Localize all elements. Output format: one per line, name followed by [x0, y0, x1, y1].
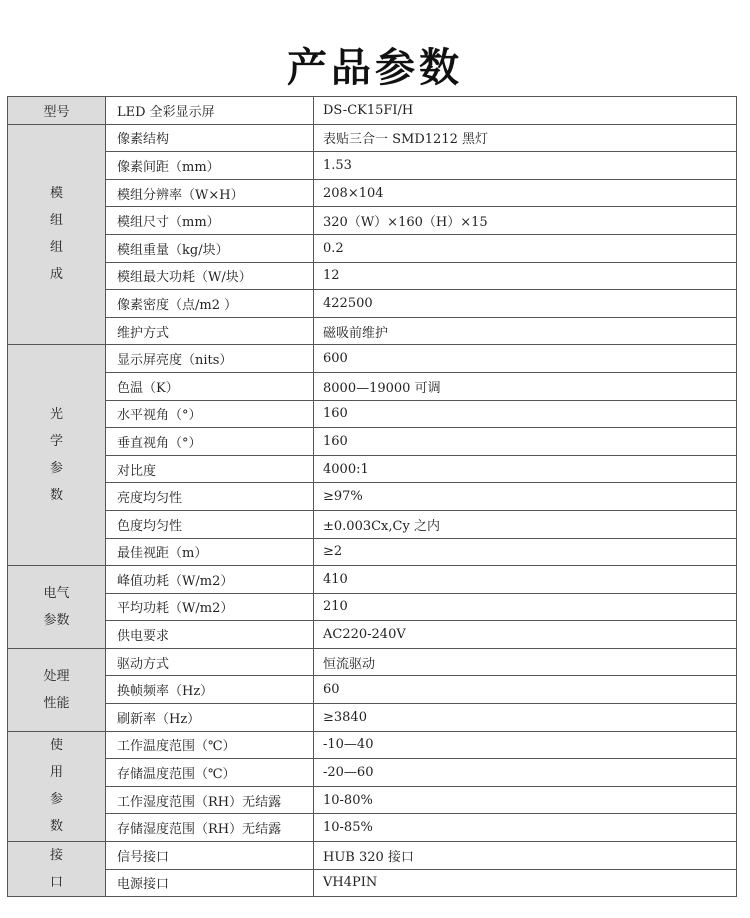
param-value: 磁吸前维护 [314, 317, 737, 345]
param-name: 模组最大功耗（W/块） [106, 262, 314, 290]
param-name: 驱动方式 [106, 648, 314, 676]
table-row [8, 566, 737, 594]
table-row [8, 842, 737, 870]
category-label: 使 用 参 数 [49, 738, 63, 835]
param-value: 410 [314, 566, 737, 594]
param-value: 10-80% [314, 786, 737, 814]
table-row [8, 400, 737, 428]
param-value: 600 [314, 345, 737, 373]
table-row [8, 759, 737, 787]
param-name: 像素密度（点/m2 ） [106, 290, 314, 318]
param-value: 4000:1 [314, 455, 737, 483]
table-row [8, 290, 737, 318]
table-row [8, 869, 737, 897]
param-name: 维护方式 [106, 317, 314, 345]
table-row [8, 731, 737, 759]
param-value: VH4PIN [314, 869, 737, 897]
param-value: 1.53 [314, 152, 737, 180]
param-name: 供电要求 [106, 621, 314, 649]
header-category: 型号 [8, 97, 106, 125]
table-row [8, 814, 737, 842]
category-cell [8, 124, 106, 345]
param-name: 存储湿度范围（RH）无结露 [106, 814, 314, 842]
param-value: 160 [314, 400, 737, 428]
param-value: 320（W）×160（H）×15 [314, 207, 737, 235]
table-row [8, 538, 737, 566]
param-name: 色温（K） [106, 372, 314, 400]
param-value: 12 [314, 262, 737, 290]
param-value: AC220-240V [314, 621, 737, 649]
table-row [8, 345, 737, 373]
category-label: 接 口 [49, 848, 63, 891]
param-value: 210 [314, 593, 737, 621]
table-row [8, 455, 737, 483]
table-row [8, 124, 737, 152]
param-value: ±0.003Cx,Cy 之内 [314, 510, 737, 538]
param-name: 平均功耗（W/m2） [106, 593, 314, 621]
table-row [8, 179, 737, 207]
param-value: ≥97% [314, 483, 737, 511]
param-value: 422500 [314, 290, 737, 318]
param-value: -20—60 [314, 759, 737, 787]
table-row [8, 648, 737, 676]
table-row [8, 676, 737, 704]
category-label: 模 组 组 成 [49, 186, 63, 283]
param-value: 160 [314, 428, 737, 456]
category-cell [8, 566, 106, 649]
table-row [8, 207, 737, 235]
param-name: 显示屏亮度（nits） [106, 345, 314, 373]
header-name: LED 全彩显示屏 [106, 97, 314, 125]
param-name: 最佳视距（m） [106, 538, 314, 566]
category-cell [8, 842, 106, 897]
page-title: 产品参数 [287, 45, 463, 91]
category-cell [8, 648, 106, 731]
param-name: 色度均匀性 [106, 510, 314, 538]
param-value: 恒流驱动 [314, 648, 737, 676]
param-value: 0.2 [314, 234, 737, 262]
table-row [8, 704, 737, 732]
param-value: ≥2 [314, 538, 737, 566]
category-label: 光 学 参 数 [49, 407, 63, 504]
param-name: 水平视角（°） [106, 400, 314, 428]
param-value: 60 [314, 676, 737, 704]
param-value: ≥3840 [314, 704, 737, 732]
param-name: 电源接口 [106, 869, 314, 897]
param-name: 像素间距（mm） [106, 152, 314, 180]
param-value: 10-85% [314, 814, 737, 842]
header-model: DS-CK15FI/H [314, 97, 737, 125]
table-row [8, 152, 737, 180]
table-row [8, 428, 737, 456]
param-name: 峰值功耗（W/m2） [106, 566, 314, 594]
param-name: 存储温度范围（℃） [106, 759, 314, 787]
table-row [8, 621, 737, 649]
param-value: HUB 320 接口 [314, 842, 737, 870]
table-row [8, 262, 737, 290]
table-row [8, 234, 737, 262]
spec-table [7, 96, 737, 897]
category-label: 处理 性能 [43, 668, 70, 711]
table-row [8, 317, 737, 345]
category-cell [8, 345, 106, 566]
param-name: 信号接口 [106, 842, 314, 870]
param-name: 模组分辨率（W×H） [106, 179, 314, 207]
param-value: -10—40 [314, 731, 737, 759]
param-value: 表贴三合一 SMD1212 黑灯 [314, 124, 737, 152]
table-row [8, 593, 737, 621]
param-name: 模组尺寸（mm） [106, 207, 314, 235]
table-row [8, 786, 737, 814]
param-name: 亮度均匀性 [106, 483, 314, 511]
param-name: 垂直视角（°） [106, 428, 314, 456]
param-name: 对比度 [106, 455, 314, 483]
param-name: 像素结构 [106, 124, 314, 152]
param-name: 工作湿度范围（RH）无结露 [106, 786, 314, 814]
param-name: 模组重量（kg/块） [106, 234, 314, 262]
param-name: 换帧频率（Hz） [106, 676, 314, 704]
header-row [8, 97, 737, 125]
table-row [8, 372, 737, 400]
param-name: 刷新率（Hz） [106, 704, 314, 732]
param-value: 208×104 [314, 179, 737, 207]
category-cell [8, 731, 106, 841]
param-value: 8000—19000 可调 [314, 372, 737, 400]
table-row [8, 483, 737, 511]
param-name: 工作温度范围（℃） [106, 731, 314, 759]
table-row [8, 510, 737, 538]
category-label: 电气 参数 [43, 585, 70, 628]
